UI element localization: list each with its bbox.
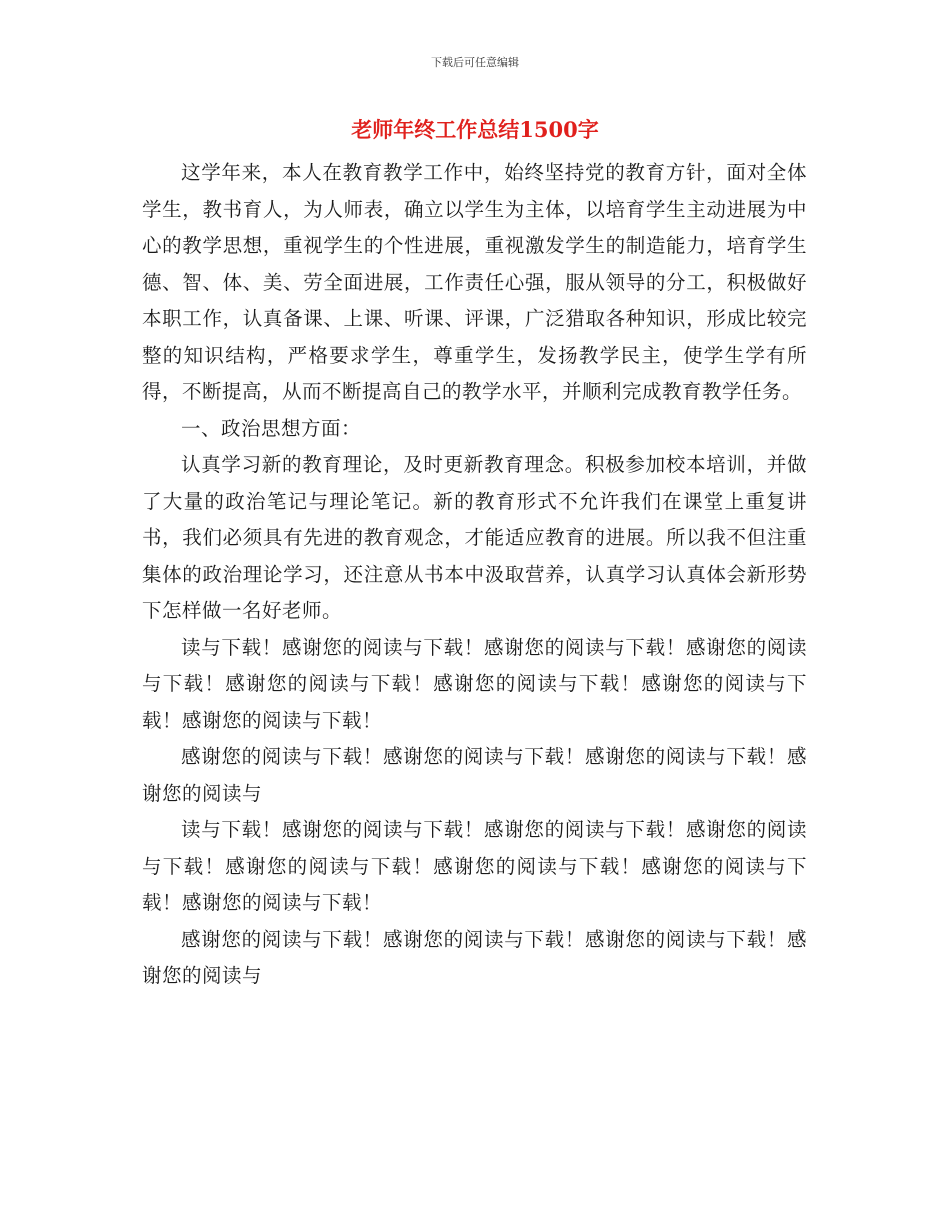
section-heading-politics: 一、政治思想方面： — [181, 416, 362, 440]
document-body — [142, 155, 807, 995]
paragraph-thanks-4: 感谢您的阅读与下载！感谢您的阅读与下载！感谢您的阅读与下载！感谢您的阅读与 — [142, 927, 807, 987]
page-header-note: 下载后可任意编辑 — [431, 56, 519, 69]
document-title: 老师年终工作总结1500字 — [351, 117, 599, 142]
paragraph-intro: 这学年来，本人在教育教学工作中，始终坚持党的教育方针，面对全体学生，教书育人，为人师表，确立以学生为主体，以培育学生主动进展为中心的教学思想，重视学生的个性进展，重视激发学生的制造能力，培育学生德、智、体、美、劳全面进展，工作责任心强，服从领导的分工，积极做好本职工作，认真备课、上课、听课、评课，广泛猎取各种知识，形成比较完整的知识结构，严格要求学生，尊重学生，发扬教学民主，使学生学有所得，不断提高，从而不断提高自己的教学水平，并顺利完成教育教学任务。 — [142, 161, 807, 403]
paragraph-thanks-1: 读与下载！感谢您的阅读与下载！感谢您的阅读与下载！感谢您的阅读与下载！感谢您的阅读与下载！感谢您的阅读与下载！感谢您的阅读与下载！感谢您的阅读与下载！ — [142, 635, 807, 732]
paragraph-thanks-3: 读与下载！感谢您的阅读与下载！感谢您的阅读与下载！感谢您的阅读与下载！感谢您的阅读与下载！感谢您的阅读与下载！感谢您的阅读与下载！感谢您的阅读与下载！ — [142, 818, 807, 914]
paragraph-thanks-2: 感谢您的阅读与下载！感谢您的阅读与下载！感谢您的阅读与下载！感谢您的阅读与 — [142, 745, 807, 805]
paragraph-politics: 认真学习新的教育理论，及时更新教育理念。积极参加校本培训，并做了大量的政治笔记与理论笔记。新的教育形式不允许我们在课堂上重复讲书，我们必须具有先进的教育观念，才能适应教育的进展。所以我不但注重集体的政治理论学习，还注意从书本中汲取营养，认真学习认真体会新形势下怎样做一名好老师。 — [142, 453, 807, 622]
